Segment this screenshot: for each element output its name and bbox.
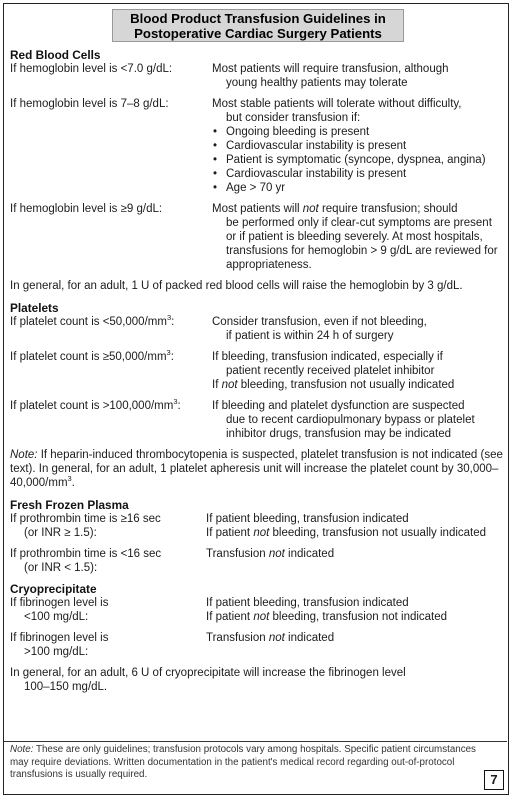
title-box <box>112 9 404 42</box>
rbc-recommendation-line <box>212 202 504 216</box>
text-run: If <box>212 379 222 391</box>
text-run: : <box>177 400 181 412</box>
condition-line: >100 mg/dL: <box>24 646 89 658</box>
emphasis-text: not <box>268 632 285 644</box>
rbc-row-ge9 <box>10 202 504 272</box>
ffp-condition <box>10 512 206 540</box>
general-line: 100–150 mg/dL. <box>24 681 108 693</box>
superscript: 3 <box>166 313 172 323</box>
emphasis-text: not <box>253 527 270 539</box>
text-run: If patient <box>206 611 254 623</box>
recommendation-line <box>206 610 504 624</box>
footnote-text: These are only guidelines; transfusion protocols vary among hospitals. Specific patient circumstances may require deviations. Written documentation in the patient's medical record regarding out-of-protocol transfusions is usually required. <box>10 744 476 780</box>
section-heading-cryo: Cryoprecipitate <box>10 582 97 596</box>
platelet-row-ge50k <box>10 350 504 392</box>
platelet-note <box>10 448 504 490</box>
recommendation-line <box>206 547 504 561</box>
superscript: 3 <box>173 397 178 407</box>
condition-line: If fibrinogen level is <box>10 632 109 644</box>
footnote <box>10 744 480 782</box>
ffp-row-lt16 <box>10 547 504 575</box>
note-label: Note: <box>10 744 34 755</box>
platelet-recommendation-cont: if patient is within 24 h of surgery <box>226 330 394 342</box>
platelet-recommendation <box>212 350 504 392</box>
text-run: bleeding, transfusion not usually indicated <box>237 379 455 391</box>
rbc-condition: If hemoglobin level is ≥9 g/dL: <box>10 203 163 215</box>
rbc-recommendation <box>212 202 504 272</box>
platelet-recommendation-line: If bleeding, transfusion indicated, especially if <box>212 351 443 363</box>
rbc-recommendation <box>212 97 504 195</box>
text-run: require transfusion; should <box>318 203 458 215</box>
bullet-item: • Ongoing bleeding is present <box>212 125 504 139</box>
ffp-condition <box>10 547 206 575</box>
platelet-recommendation <box>212 399 504 441</box>
rbc-recommendation-cont: young healthy patients may tolerate <box>226 77 408 89</box>
bullet-item: • Cardiovascular instability is present <box>212 139 504 153</box>
bullet-item: • Patient is symptomatic (syncope, dyspnea, angina) <box>212 153 504 167</box>
text-run: If heparin-induced thrombocytopenia is suspected, platelet transfusion is not indicated (see text). In general, for an adult, 1 platelet apheresis unit will increase the platelet count by 30,000–40,000/mm <box>10 449 503 489</box>
section-heading-rbc: Red Blood Cells <box>10 48 101 62</box>
ffp-recommendation <box>206 512 504 540</box>
platelet-recommendation-line <box>212 378 504 392</box>
cryo-condition <box>10 631 206 659</box>
note-label: Note: <box>10 449 38 461</box>
emphasis-text: not <box>268 548 285 560</box>
rbc-general-statement: In general, for an adult, 1 U of packed red blood cells will raise the hemoglobin by 3 g/dL. <box>10 280 463 292</box>
condition-line: (or INR < 1.5): <box>24 562 98 574</box>
text-run: If platelet count is <50,000/mm <box>10 316 167 328</box>
platelet-condition <box>10 399 212 441</box>
rbc-row-lt7 <box>10 62 504 90</box>
cryo-row-gt100 <box>10 631 504 659</box>
cryo-recommendation <box>206 596 504 624</box>
recommendation-line: If patient bleeding, transfusion indicated <box>206 513 409 525</box>
cryo-recommendation <box>206 631 504 659</box>
condition-line: If fibrinogen level is <box>10 597 109 609</box>
section-heading-ffp: Fresh Frozen Plasma <box>10 498 129 512</box>
rbc-condition: If hemoglobin level is <7.0 g/dL: <box>10 63 173 75</box>
rbc-recommendation-line: Most stable patients will tolerate without difficulty, <box>212 98 462 110</box>
page-number: 7 <box>484 770 504 790</box>
guidelines-card <box>3 3 509 795</box>
ffp-row-ge16 <box>10 512 504 540</box>
platelet-recommendation-cont: patient recently received platelet inhibitor <box>226 365 435 377</box>
recommendation-line <box>206 631 504 645</box>
recommendation-line <box>206 526 504 540</box>
emphasis-text: not <box>253 611 270 623</box>
platelet-recommendation-cont: due to recent cardiopulmonary bypass or platelet inhibitor drugs, transfusion may be indicated <box>226 414 475 440</box>
title-line-2: Postoperative Cardiac Surgery Patients <box>134 26 382 41</box>
general-line: In general, for an adult, 6 U of cryoprecipitate will increase the fibrinogen level <box>10 667 406 679</box>
condition-line: If prothrombin time is <16 sec <box>10 548 162 560</box>
text-run: . <box>71 477 75 489</box>
rbc-recommendation <box>212 62 504 90</box>
platelet-recommendation <box>212 315 504 343</box>
text-run: If platelet count is ≥50,000/mm <box>10 351 167 363</box>
platelet-recommendation-line: Consider transfusion, even if not bleeding, <box>212 316 427 328</box>
title-line-1: Blood Product Transfusion Guidelines in <box>130 11 386 26</box>
text-run: bleeding, transfusion not usually indicated <box>269 527 487 539</box>
platelet-row-lt50k <box>10 315 504 343</box>
text-run: bleeding, transfusion not indicated <box>269 611 448 623</box>
rbc-recommendation-cont: be performed only if clear-cut symptoms are present or if patient is bleeding severely. At most hospitals, transfusions for hemoglobin > 9 g/dL are reviewed for appropriateness. <box>226 217 498 271</box>
recommendation-line: If patient bleeding, transfusion indicated <box>206 597 409 609</box>
condition-line: (or INR ≥ 1.5): <box>24 527 97 539</box>
cryo-condition <box>10 596 206 624</box>
superscript: 3 <box>166 348 171 358</box>
rbc-recommendation-cont: but consider transfusion if: <box>226 112 361 124</box>
cryo-row-lt100 <box>10 596 504 624</box>
text-run: Transfusion <box>206 632 269 644</box>
text-run: If patient <box>206 527 254 539</box>
ffp-recommendation <box>206 547 504 575</box>
bullet-item: • Age > 70 yr <box>212 181 504 195</box>
text-run: : <box>170 351 174 363</box>
bullet-item: • Cardiovascular instability is present <box>212 167 504 181</box>
text-run: indicated <box>284 548 335 560</box>
condition-line: <100 mg/dL: <box>24 611 89 623</box>
rbc-condition: If hemoglobin level is 7–8 g/dL: <box>10 98 169 110</box>
text-run: indicated <box>284 632 335 644</box>
cryo-general-statement <box>10 666 504 694</box>
rbc-recommendation-line: Most patients will require transfusion, although <box>212 63 449 75</box>
platelet-condition <box>10 350 212 392</box>
text-run: If platelet count is >100,000/mm <box>10 400 174 412</box>
section-heading-platelets: Platelets <box>10 301 59 315</box>
footer-divider <box>4 741 507 742</box>
superscript: 3 <box>67 474 72 484</box>
text-run: : <box>171 316 175 328</box>
platelet-condition <box>10 315 212 343</box>
content <box>10 46 504 702</box>
condition-line: If prothrombin time is ≥16 sec <box>10 513 161 525</box>
platelet-recommendation-line: If bleeding and platelet dysfunction are suspected <box>212 400 465 412</box>
emphasis-text: not <box>221 379 238 391</box>
text-run: Most patients will <box>212 203 303 215</box>
text-run: Transfusion <box>206 548 269 560</box>
platelet-row-gt100k <box>10 399 504 441</box>
rbc-row-7-8 <box>10 97 504 195</box>
emphasis-text: not <box>302 203 319 215</box>
consider-transfusion-list <box>212 125 504 195</box>
